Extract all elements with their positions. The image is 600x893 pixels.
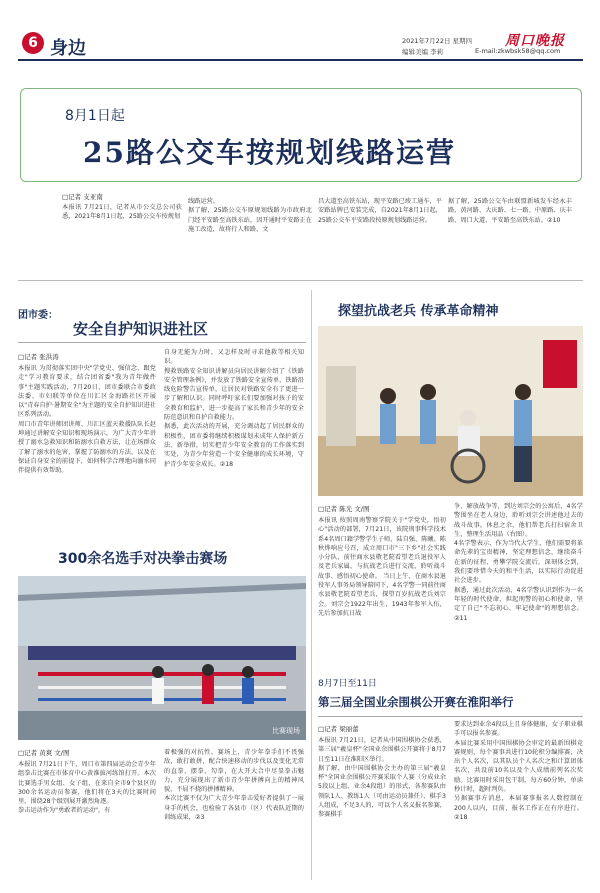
veterans-byline: □记者 陈光 文/图 <box>318 505 370 513</box>
weiqi-byline: □记者 梁丽蕾 <box>318 725 359 733</box>
veterans-col-1: 本报讯 按照周南警察学院关于"学党史，悟初心"活动的部署，7月21日，该院刑事科学技术系4名周口籍学警学生子师、陆自强、陈曦、陈秋烨响应号召，成立周口市"三下乡"社会实践小分队，前往商水县敬老院看望老兵退役军人及老兵家属，与抗战老兵进行交流，聆听战斗故事、感悟初心使命。 当日上午，在商水县退役军人事务局领导陪同下，4名学警一同前往商水县敬老院看望老兵，探望百岁抗战老兵刘宗会。刘宗会1922年出生，1943年参军入伍，先后参加抗日战 <box>318 517 446 617</box>
weiqi-story <box>318 676 583 881</box>
lead-col-4: 据了解，25路公交车由联盟新城发车经永丰路、黄河路、大庆路、七一路、中原路、庆丰路、周口大道、平安路至高铁东站。②10 <box>448 198 572 224</box>
boxing-photo-illustration <box>18 576 306 740</box>
lead-story <box>18 80 583 258</box>
safety-col-2: 自身无能为力时，又怎样及时寻求他救等相关知识。 搜救铁路安全知识讲解员向居民讲解介绍了《铁路安全管理条例》，并发放了铁路安全宣传单，铁路沿线危险警告宣传单，让居民对铁路安全有了更进一步了解和认识。同时呼吁家长们要加强对孩子的安全教育和监护，进一步提高了家长和青少年的安全防范意识和自护自救能力。 据悉，此次活动的开展，充分调动起了居民群众的积极性，团市委将继续积极谋划未成年人保护新方法、新举措，切实把青少年安全教育的工作落实到实处，为青少年营造一个安全健康的成长环境，守护青少年安全成长。②18 <box>164 349 304 468</box>
boxing-col-1: 本报讯 7月21日下午，周口市第四届运动会青少年组拳击比赛在市体育中心黄淮拔河练馆打开。本次比赛选手男女组、女子组，在来自全市9个县区的300余名运动员参赛，他们将在3天的比赛时间里，围绕28个级别展开激烈角逐。 拳击运动作为"勇敢者的运动"，有 <box>18 761 156 815</box>
page-number-badge <box>22 32 44 54</box>
weiqi-col-2: 要求达到业余4段以上且身体健康，女子职业棋手可以报名参赛。 本届比赛采用中国围棋协会审定的最新围棋竞赛规则，每个赛事共进行10轮积分编排赛，决出个人名次，以其队员个人名次之和计算团体名次，共设前10名以及个人成绩前列名次奖励。比赛用时采用包干制，每方60分钟，单读秒计时，超时判负。 另据赛事方消息，本届赛事报名人数控制在200人以内，目前，报名工作正在有序进行。②18 <box>454 721 583 821</box>
weiqi-col-1: 本报讯 7月21日，记者从中国围棋协会获悉，第三届"羲皇杯"全国业余围棋公开赛将于8月7日至11日在淮阳区举行。 据了解，由中国围棋协会主办的第三届"羲皇杯"全国业余围棋公开赛采取个人赛（分成业余5段以上组、业余4段组）的形式，各参赛队由领队1人、教练1人（可由运动员兼任）、棋手3人组成，不足3人的，可以个人名义报名参赛，参赛棋手 <box>318 737 446 819</box>
boxing-byline: □记者 黄爽 文/图 <box>18 749 70 757</box>
veterans-col-2: 争、解放战争等，到达刘宗会的公寓后，4名学警围坐在老人身边，聆听刘宗会讲述他过去的战斗故事。休息之余，他们帮老兵打扫宿舍卫生，整理生活用品（右图）。 4名学警表示，作为当代大学生，他们需要将革命先辈的宝贵精神，坚定理想信念，继续奋斗在新的征程、勇攀学院交流后，深刻体会到，我们要珍惜今天的和平生活，以实际行动促进社会进步。 据悉，通过此次活动，4名学警认识到作为一名年轻的时代使命，担起刑警的初心和使命，坚定了自己"不忘初心、牢记使命"的理想信念。②11 <box>454 503 583 622</box>
boxing-story <box>18 530 306 880</box>
safety-headline-rule <box>18 342 306 343</box>
weiqi-kicker: 8月7日至11日 <box>318 679 377 689</box>
page-header <box>0 0 600 58</box>
lead-byline: □记者 支亚南 <box>62 193 103 201</box>
column-divider <box>311 290 312 880</box>
veterans-story <box>318 290 583 660</box>
page-number: 6 <box>28 35 38 51</box>
lead-kicker: 8月1日起 <box>65 108 125 124</box>
safety-byline: □记者 张洪涛 <box>18 353 59 361</box>
section-title: 身边 <box>50 38 86 59</box>
veterans-photo <box>318 326 583 496</box>
section-divider <box>18 280 583 281</box>
boxing-col-2: 着极强的对抗性。赛场上，青少年拳手们不畏强敌，敢打敢拼，配合快速移动的步伐以及变化无常的直拳、摆拳、勾拳，在大开大合中尽显拳击魅力，充分展现出了新市青少年拼搏向上的精神风貌，不屈不挠的拼搏精神。 本次比赛不仅为广大青少年拳击爱好者提供了一展身手的机会，也检验了各县市（区）代表队近期的训练成果，②3 <box>164 749 304 822</box>
safety-label: 团市委： <box>18 310 58 321</box>
safety-story <box>18 290 306 520</box>
newspaper-logo: 周口晚报 <box>505 33 565 49</box>
editor-line: 编辑美编 李莉 <box>402 48 444 56</box>
lead-col-1: 本报讯 7月21日，记者从市公交总公司获悉，2021年8月1日起，25路公交车按规划 <box>62 204 182 221</box>
weiqi-headline-rule <box>318 716 583 717</box>
boxing-headline: 300余名选手对决拳击赛场 <box>58 551 228 567</box>
email-line: E-mail:zkwbsk58@qq.com <box>475 47 561 55</box>
boxing-photo <box>18 576 306 740</box>
date-line: 2021年7月22日 星期四 <box>402 37 473 45</box>
veterans-headline: 探望抗战老兵 传承革命精神 <box>338 304 499 319</box>
lead-col-3: 昌大道至高铁东站，现平安路已竣工通车，平安路站牌已安装完成，自2021年8月1日起，25路公交车平安路段按原规划线路运营。 <box>318 198 442 224</box>
lead-col-2: 线路运营。 据了解，25路公交车原规划线路为市政府北门经平安路至高铁东站，因开通时平安路正在施工改造，故将行人和路、文 <box>188 198 312 233</box>
safety-headline: 安全自护知识进社区 <box>73 320 209 338</box>
veterans-photo-illustration <box>318 326 583 496</box>
weiqi-headline: 第三届全国业余围棋公开赛在淮阳举行 <box>318 695 514 709</box>
lead-banner <box>20 88 582 182</box>
header-rule <box>18 59 583 61</box>
lead-headline: 25路公交车按规划线路运营 <box>83 136 456 169</box>
safety-col-1: 本报讯 为贯彻落实团中央"学党史、强信念、跟党走"学习教育要求，结合团省委"我为青年做件事"主题实践活动，7月20日，团市委联合市委政法委、市妇联等单位在川汇区金海路社区开展以"青春自护·暑期安全"为主题的安全自护知识进社区系列活动。 周口市青年讲师团讲师、川汇区蓝天救援队队长赵坤通过讲解安全知识和现场演示，为广大青少年讲授了溺水急救知识和防溺水自救方法，让在场群众了解了溺水的危害，掌握了防溺水的方法，以及在保证自身安全的前提下，如何科学合理地向溺水同伴提供有效帮助。 <box>18 365 156 475</box>
boxing-photo-caption: 比赛现场 <box>272 727 300 735</box>
